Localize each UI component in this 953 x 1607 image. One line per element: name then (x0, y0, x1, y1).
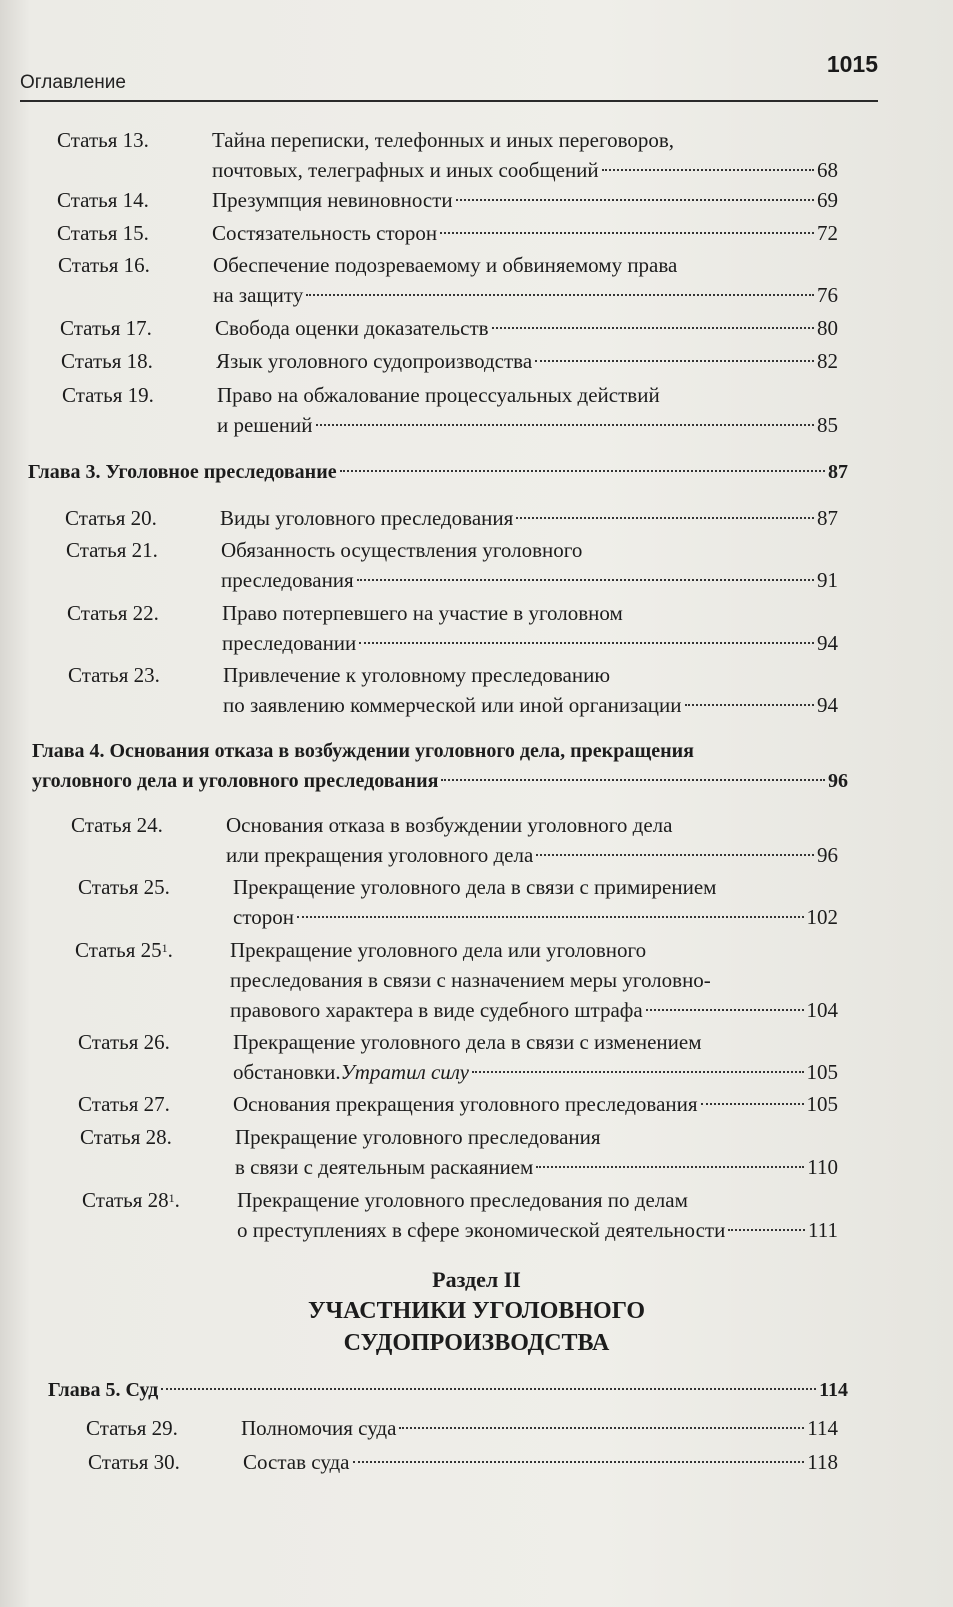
article-title (235, 1122, 838, 1182)
article-number: Статья 16. (58, 253, 150, 277)
entry-page-number[interactable]: 82 (817, 349, 838, 373)
entry-page-number[interactable]: 69 (817, 188, 838, 212)
entry-text: уголовного дела и уголовного преследования (32, 770, 439, 792)
entry-page-number[interactable]: 104 (806, 998, 838, 1022)
entry-text: по заявлению коммерческой или иной организации (223, 693, 682, 717)
dot-leader (456, 199, 814, 201)
entry-line (32, 736, 848, 766)
article-title (241, 1413, 838, 1443)
entry-line (235, 1152, 838, 1182)
entry-page-number[interactable]: 85 (817, 413, 838, 437)
entry-page-number[interactable]: 102 (806, 905, 838, 929)
article-superscript: 1 (168, 1191, 175, 1205)
article-title (222, 598, 838, 658)
article-title (243, 1447, 838, 1477)
entry-page-number[interactable]: 68 (817, 158, 838, 182)
entry-line (213, 280, 838, 310)
entry-text: о преступлениях в сфере экономической деятельности (237, 1218, 726, 1242)
article-title (220, 503, 838, 533)
entry-line (233, 902, 838, 932)
entry-line (28, 457, 848, 487)
entry-line (217, 380, 838, 410)
entry-page-number[interactable]: 105 (806, 1092, 838, 1116)
entry-text: Прекращение уголовного дела в связи с примирением (233, 875, 717, 899)
entry-line (230, 995, 838, 1025)
dot-leader (472, 1071, 804, 1073)
entry-italic-note: Утратил силу (340, 1060, 469, 1084)
entry-line (32, 766, 848, 796)
article-title (233, 1089, 838, 1119)
entry-text: в связи с деятельным раскаянием (235, 1155, 534, 1179)
article-number: Статья 17. (60, 316, 152, 340)
entry-line (235, 1122, 838, 1152)
entry-page-number[interactable]: 87 (817, 506, 838, 530)
article-number: Статья 21. (66, 538, 158, 562)
part-title-line-1: УЧАСТНИКИ УГОЛОВНОГО (307, 1298, 646, 1324)
entry-text: Право потерпевшего на участие в уголовном (222, 601, 623, 625)
dot-leader (161, 1388, 816, 1390)
dot-leader (516, 517, 814, 519)
article-number: Статья 19. (62, 383, 154, 407)
entry-text: Прекращение уголовного дела или уголовного (230, 938, 647, 962)
entry-text: обстановки. (233, 1060, 341, 1084)
header-page-number: 1015 (826, 51, 878, 77)
entry-text: Основания отказа в возбуждении уголовного дела (226, 813, 673, 837)
entry-line (233, 872, 838, 902)
dot-leader (340, 470, 825, 472)
article-title (226, 810, 838, 870)
article-number: Статья 20. (65, 506, 157, 530)
dot-leader (316, 424, 814, 426)
entry-text: Язык уголовного судопроизводства (216, 349, 533, 373)
entry-text: Полномочия суда (241, 1416, 397, 1440)
part-title-line-2: СУДОПРОИЗВОДСТВА (343, 1330, 610, 1356)
entry-line (222, 628, 838, 658)
dot-leader (602, 169, 814, 171)
article-number: Статья $28^1$. (82, 1188, 180, 1212)
article-title (237, 1185, 838, 1245)
entry-text: Глава 5. Суд (48, 1379, 159, 1401)
article-title (212, 218, 838, 248)
article-number: Статья 14. (57, 188, 149, 212)
entry-line (226, 810, 838, 840)
article-title (215, 313, 838, 343)
entry-line (233, 1027, 838, 1057)
article-title (212, 185, 838, 215)
article-number: Статья 15. (57, 221, 149, 245)
dot-leader (536, 854, 814, 856)
dot-leader (536, 1166, 804, 1168)
entry-page-number[interactable]: 91 (817, 568, 838, 592)
entry-page-number[interactable]: 87 (828, 461, 848, 483)
entry-text: на защиту (213, 283, 304, 307)
entry-text: Глава 3. Уголовное преследование (28, 461, 337, 483)
entry-page-number[interactable]: 72 (817, 221, 838, 245)
entry-page-number[interactable]: 94 (817, 693, 838, 717)
entry-line (220, 503, 838, 533)
article-number: Статья 28. (80, 1125, 172, 1149)
entry-text: Прекращение уголовного преследования по делам (237, 1188, 688, 1212)
article-number: Статья 23. (68, 663, 160, 687)
article-superscript: 1 (161, 941, 168, 955)
article-title (223, 660, 838, 720)
dot-leader (297, 916, 804, 918)
article-number: Статья 13. (57, 128, 149, 152)
part-heading (0, 1265, 953, 1359)
article-number: Статья 26. (78, 1030, 170, 1054)
entry-page-number[interactable]: 105 (806, 1060, 838, 1084)
entry-text: Обеспечение подозреваемому и обвиняемому права (213, 253, 678, 277)
article-title (221, 535, 838, 595)
article-title (233, 872, 838, 932)
entry-text: Виды уголовного преследования (220, 506, 514, 530)
entry-text: правового характера в виде судебного штрафа (230, 998, 643, 1022)
entry-page-number[interactable]: 96 (828, 770, 848, 792)
entry-line (217, 410, 838, 440)
entry-text: Глава 4. Основания отказа в возбуждении уголовного дела, прекращения (32, 740, 694, 762)
entry-line (212, 218, 838, 248)
header-section-title: Оглавление (20, 72, 126, 93)
dot-leader (535, 360, 814, 362)
entry-line (213, 250, 838, 280)
dot-leader (306, 294, 814, 296)
entry-line (223, 690, 838, 720)
entry-line (237, 1185, 838, 1215)
entry-line (216, 346, 838, 376)
article-number: Статья $25^1$. (75, 938, 173, 962)
entry-page-number[interactable]: 80 (817, 316, 838, 340)
article-title (233, 1027, 838, 1087)
entry-page-number[interactable]: 94 (817, 631, 838, 655)
entry-page-number[interactable]: 114 (807, 1416, 838, 1440)
article-number: Статья 27. (78, 1092, 170, 1116)
entry-line (212, 155, 838, 185)
entry-text: Состязательность сторон (212, 221, 438, 245)
chapter-title (28, 457, 848, 487)
article-title (217, 380, 838, 440)
dot-leader (440, 232, 814, 234)
entry-page-number[interactable]: 111 (808, 1218, 838, 1242)
entry-text: Презумпция невиновности (212, 188, 453, 212)
article-title (216, 346, 838, 376)
entry-line (237, 1215, 838, 1245)
article-title (212, 125, 838, 185)
entry-text: Прекращение уголовного преследования (235, 1125, 601, 1149)
chapter-title (32, 736, 848, 796)
entry-text: Тайна переписки, телефонных и иных переговоров, (212, 128, 675, 152)
dot-leader (492, 327, 814, 329)
entry-line (233, 1057, 838, 1087)
entry-line (215, 313, 838, 343)
dot-leader (685, 704, 815, 706)
article-number: Статья 18. (61, 349, 153, 373)
entry-line (241, 1413, 838, 1443)
entry-line (230, 965, 838, 995)
entry-text: Обязанность осуществления уголовного (221, 538, 583, 562)
entry-text: Состав суда (243, 1450, 350, 1474)
entry-page-number[interactable]: 114 (819, 1379, 848, 1401)
dot-leader (399, 1427, 804, 1429)
entry-line (223, 660, 838, 690)
entry-text: или прекращения уголовного дела (226, 843, 534, 867)
article-number: Статья 24. (71, 813, 163, 837)
entry-line (222, 598, 838, 628)
dot-leader (353, 1461, 805, 1463)
entry-line (226, 840, 838, 870)
entry-page-number[interactable]: 96 (817, 843, 838, 867)
article-number: Статья 30. (88, 1450, 180, 1474)
entry-page-number[interactable]: 118 (807, 1450, 838, 1474)
entry-text: почтовых, телеграфных и иных сообщений (212, 158, 599, 182)
dot-leader (359, 642, 814, 644)
dot-leader (701, 1103, 804, 1105)
entry-text: преследования (221, 568, 354, 592)
article-number: Статья 25. (78, 875, 170, 899)
entry-page-number[interactable]: 110 (807, 1155, 838, 1179)
entry-text: Право на обжалование процессуальных действий (217, 383, 660, 407)
entry-line (221, 535, 838, 565)
chapter-title (48, 1375, 848, 1405)
entry-line (230, 935, 838, 965)
entry-text: преследования в связи с назначением меры уголовно- (230, 968, 711, 992)
entry-line (221, 565, 838, 595)
article-number: Статья 29. (86, 1416, 178, 1440)
entry-line (243, 1447, 838, 1477)
entry-line (212, 125, 838, 155)
entry-line (233, 1089, 838, 1119)
dot-leader (357, 579, 814, 581)
entry-text: Прекращение уголовного дела в связи с изменением (233, 1030, 702, 1054)
entry-text: Привлечение к уголовному преследованию (223, 663, 611, 687)
article-title (213, 250, 838, 310)
entry-text: Свобода оценки доказательств (215, 316, 489, 340)
dot-leader (441, 779, 825, 781)
part-number: Раздел II (432, 1267, 521, 1292)
entry-text: сторон (233, 905, 294, 929)
running-header (20, 50, 878, 102)
entry-line (212, 185, 838, 215)
article-number: Статья 22. (67, 601, 159, 625)
article-title (230, 935, 838, 1025)
dot-leader (728, 1229, 805, 1231)
entry-text: и решений (217, 413, 313, 437)
entry-text: Основания прекращения уголовного преследования (233, 1092, 698, 1116)
dot-leader (646, 1009, 804, 1011)
entry-text: преследовании (222, 631, 357, 655)
entry-line (48, 1375, 848, 1405)
entry-page-number[interactable]: 76 (817, 283, 838, 307)
